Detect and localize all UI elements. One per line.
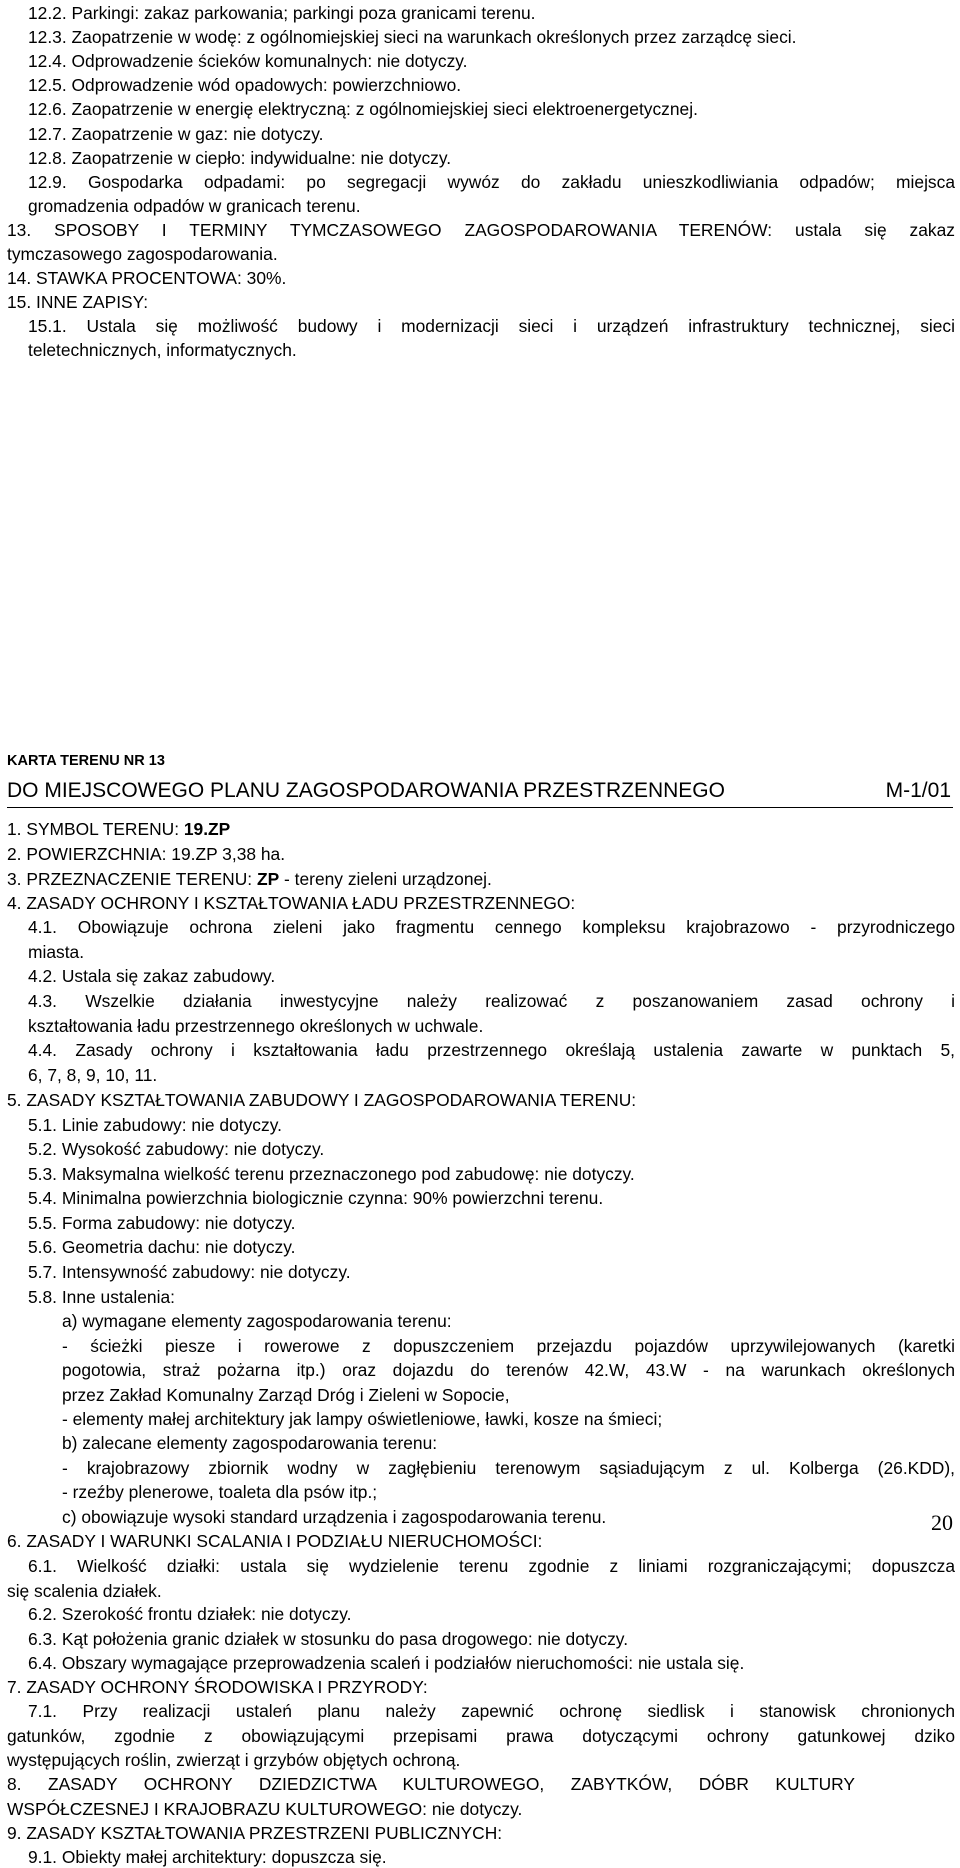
top-line: [28, 147, 451, 169]
card-line: [62, 1384, 510, 1406]
symbol-code: ZP: [256, 869, 280, 889]
clause-text: Obiekty małej architektury: dopuszcza się.: [57, 1847, 387, 1867]
card-line: [7, 1822, 502, 1844]
card-line: [28, 1114, 282, 1136]
clause-text: SYMBOL TERENU:: [21, 819, 184, 839]
top-line: [28, 123, 324, 145]
card-line: [28, 1555, 955, 1577]
clause-text: występujących roślin, zwierząt i grzybów objętych ochroną.: [7, 1750, 461, 1770]
clause-number: 4.3.: [28, 991, 58, 1011]
clause-number: 5.1.: [28, 1115, 58, 1135]
clause-text: STAWKA PROCENTOWA: 30%.: [31, 268, 287, 289]
clause-number: 1.: [7, 819, 22, 839]
card-line: [28, 1846, 387, 1868]
clause-text: Zaopatrzenie w ciepło: indywidualne: nie dotyczy.: [66, 147, 452, 168]
clause-number: 12.6.: [28, 99, 67, 120]
plan-code: M-1/01: [885, 779, 951, 802]
clause-text: ZASADY OCHRONY ŚRODOWISKA I PRZYRODY:: [21, 1677, 428, 1697]
clause-text: teletechnicznych, informatycznych.: [28, 340, 297, 361]
top-line: [28, 2, 536, 24]
card-line: [7, 1089, 636, 1111]
top-line: [7, 219, 955, 241]
clause-number: 8.: [7, 1774, 22, 1794]
clause-text: Wysokość zabudowy: nie dotyczy.: [57, 1139, 325, 1159]
clause-number: 5.4.: [28, 1188, 58, 1208]
clause-number: 4.2.: [28, 966, 58, 986]
card-line: [7, 1725, 955, 1747]
clause-text: Linie zabudowy: nie dotyczy.: [57, 1115, 282, 1135]
clause-text: ZASADY OCHRONY I KSZTAŁTOWANIA ŁADU PRZESTRZENNEGO:: [21, 893, 576, 913]
clause-number: 5.8.: [28, 1287, 58, 1307]
clause-number: 5.6.: [28, 1237, 58, 1257]
card-line: [28, 1138, 324, 1160]
clause-text: się scalenia działek.: [7, 1581, 162, 1601]
card-line: [62, 1359, 955, 1381]
clause-number: 4.: [7, 893, 22, 913]
clause-text: Odprowadzenie ścieków komunalnych: nie dotyczy.: [66, 51, 468, 72]
clause-text: przez Zakład Komunalny Zarząd Dróg i Zieleni w Sopocie,: [62, 1385, 510, 1405]
card-line: [28, 916, 955, 938]
card-line: [7, 892, 575, 914]
clause-number: 5.5.: [28, 1213, 58, 1233]
clause-number: 13.: [7, 219, 32, 240]
top-line: [28, 98, 698, 120]
card-line: [62, 1335, 955, 1357]
top-line: [7, 243, 278, 265]
card-line: [28, 1064, 157, 1086]
clause-number: 5.7.: [28, 1262, 58, 1282]
clause-number: 6.4.: [28, 1653, 58, 1673]
clause-text: Maksymalna wielkość terenu przeznaczonego pod zabudowę: nie dotyczy.: [57, 1164, 635, 1184]
clause-text: - elementy małej architektury jak lampy oświetleniowe, ławki, kosze na śmieci;: [62, 1409, 663, 1429]
clause-number: 5.3.: [28, 1164, 58, 1184]
card-line: [62, 1457, 955, 1479]
clause-text: Obszary wymagające przeprowadzenia scaleń i podziałów nieruchomości: nie ustala się.: [57, 1653, 745, 1673]
card-line: [28, 990, 955, 1012]
clause-number: 6.2.: [28, 1604, 58, 1624]
clause-number: 2.: [7, 844, 22, 864]
clause-number: 5.: [7, 1090, 22, 1110]
plan-title: DO MIEJSCOWEGO PLANU ZAGOSPODAROWANIA PRZESTRZENNEGO: [7, 779, 725, 802]
clause-text: Zasady ochrony i kształtowania ładu przestrzennego określają ustalenia zawarte w punktach 5,: [57, 1040, 955, 1060]
card-line: [7, 1798, 522, 1820]
clause-text: b) zalecane elementy zagospodarowania terenu:: [62, 1433, 438, 1453]
clause-text: Ustala się możliwość budowy i modernizacji sieci i urządzeń infrastruktury technicznej, sieci: [66, 316, 955, 337]
clause-text: ZASADY OCHRONY DZIEDZICTWA KULTUROWEGO, ZABYTKÓW, DÓBR KULTURY: [21, 1774, 855, 1794]
clause-number: 9.: [7, 1823, 22, 1843]
card-line: [62, 1310, 452, 1332]
top-line: [28, 26, 796, 48]
clause-text: pogotowia, straż pożarna itp.) oraz dojazdu do terenów 42.W, 43.W - na warunkach określonych: [62, 1360, 955, 1380]
clause-text: ZASADY I WARUNKI SCALANIA I PODZIAŁU NIERUCHOMOŚCI:: [21, 1531, 543, 1551]
page-number: 20: [931, 1510, 953, 1535]
clause-number: 6.3.: [28, 1629, 58, 1649]
top-line: [28, 74, 461, 96]
card-line: [28, 1603, 352, 1625]
card-label: KARTA TERENU NR 13: [7, 753, 165, 769]
card-line: [28, 1286, 175, 1308]
card-line: [7, 1676, 428, 1698]
clause-number: 7.: [7, 1677, 22, 1697]
clause-number: 14.: [7, 268, 32, 289]
clause-text: - ścieżki piesze i rowerowe z dopuszczeniem przejazdu pojazdów uprzywilejowanych (karetki: [62, 1336, 955, 1356]
plan-title-row: [7, 777, 953, 808]
clause-text: Inne ustalenia:: [57, 1287, 175, 1307]
clause-number: 12.3.: [28, 27, 67, 48]
clause-text: tymczasowego zagospodarowania.: [7, 244, 278, 264]
clause-text: Przy realizacji ustaleń planu należy zapewnić ochronę siedlisk i stanowisk chronionych: [57, 1701, 955, 1721]
clause-number: 6.1.: [28, 1556, 58, 1576]
card-line: [62, 1506, 606, 1528]
card-line: [62, 1481, 377, 1503]
card-line: [28, 1700, 955, 1722]
clause-number: 3.: [7, 869, 22, 889]
clause-number: 12.9.: [28, 171, 67, 192]
clause-text: a) wymagane elementy zagospodarowania terenu:: [62, 1311, 452, 1331]
clause-text: 6, 7, 8, 9, 10, 11.: [28, 1065, 158, 1085]
clause-number: 12.2.: [28, 3, 67, 23]
top-line: [28, 315, 955, 337]
clause-text: Obowiązuje ochrona zieleni jako fragmentu cennego kompleksu krajobrazowo - przyrodniczego: [57, 917, 955, 937]
card-line: [62, 1408, 662, 1430]
top-line: [28, 171, 955, 193]
clause-number: 12.8.: [28, 147, 67, 168]
card-line: [62, 1432, 437, 1454]
card-line: [28, 1163, 635, 1185]
clause-text: - rzeźby plenerowe, toaleta dla psów itp.;: [62, 1482, 378, 1502]
card-line: [28, 1212, 295, 1234]
clause-text-cont: - tereny zieleni urządzonej.: [279, 869, 492, 889]
clause-text: ZASADY KSZTAŁTOWANIA ZABUDOWY I ZAGOSPODAROWANIA TERENU:: [21, 1090, 637, 1110]
clause-text: ZASADY KSZTAŁTOWANIA PRZESTRZENI PUBLICZNYCH:: [21, 1823, 503, 1843]
top-line: [7, 291, 148, 313]
clause-number: 5.2.: [28, 1139, 58, 1159]
clause-text: Parkingi: zakaz parkowania; parkingi poza granicami terenu.: [66, 3, 536, 23]
clause-text: Geometria dachu: nie dotyczy.: [57, 1237, 296, 1257]
top-line: [28, 50, 468, 72]
clause-number: 12.7.: [28, 123, 67, 144]
clause-number: 12.4.: [28, 51, 67, 72]
card-line: [28, 1187, 603, 1209]
clause-number: 12.5.: [28, 75, 67, 96]
card-line: [7, 1530, 542, 1552]
clause-text: Szerokość frontu działek: nie dotyczy.: [57, 1604, 352, 1624]
clause-text: miasta.: [28, 942, 85, 962]
clause-text: Gospodarka odpadami: po segregacji wywóz do zakładu unieszkodliwiania odpadów; miejsca: [66, 171, 955, 192]
symbol-code: 19.ZP: [183, 819, 231, 839]
clause-text: Minimalna powierzchnia biologicznie czynna: 90% powierzchni terenu.: [57, 1188, 604, 1208]
clause-text: WSPÓŁCZESNEJ I KRAJOBRAZU KULTUROWEGO: nie dotyczy.: [7, 1799, 523, 1819]
clause-text: Intensywność zabudowy: nie dotyczy.: [57, 1262, 351, 1282]
card-line: [28, 941, 84, 963]
card-line: [7, 1580, 162, 1602]
card-line: [28, 1261, 351, 1283]
clause-text: Zaopatrzenie w gaz: nie dotyczy.: [66, 123, 324, 144]
clause-text: Zaopatrzenie w wodę: z ogólnomiejskiej sieci na warunkach określonych przez zarządcę sieci.: [66, 27, 797, 48]
card-line: [28, 965, 275, 987]
clause-text: PRZEZNACZENIE TERENU:: [21, 869, 257, 889]
card-line: [7, 1773, 855, 1795]
top-line: [7, 267, 286, 289]
card-line: [28, 1628, 628, 1650]
clause-text: Ustala się zakaz zabudowy.: [57, 966, 276, 986]
top-line: [28, 339, 297, 361]
clause-text: gromadzenia odpadów w granicach terenu.: [28, 195, 361, 216]
card-line: [28, 1652, 744, 1674]
card-line: [7, 1749, 460, 1771]
clause-text: Kąt położenia granic działek w stosunku do pasa drogowego: nie dotyczy.: [57, 1629, 629, 1649]
clause-text: Odprowadzenie wód opadowych: powierzchniowo.: [66, 75, 462, 96]
clause-number: 15.1.: [28, 316, 67, 337]
clause-number: 4.1.: [28, 917, 58, 937]
clause-text: gatunków, zgodnie z obowiązującymi przepisami prawa dotyczącymi ochrony gatunkowej dziko: [7, 1726, 955, 1746]
clause-text: SPOSOBY I TERMINY TYMCZASOWEGO ZAGOSPODAROWANIA TERENÓW: ustala się zakaz: [31, 219, 955, 240]
clause-text: Zaopatrzenie w energię elektryczną: z ogólnomiejskiej sieci elektroenergetycznej.: [66, 99, 698, 120]
card-line: [7, 843, 285, 865]
clause-number: 15.: [7, 292, 32, 313]
card-line: [28, 1039, 955, 1061]
clause-text: INNE ZAPISY:: [31, 292, 149, 313]
clause-text: Wielkość działki: ustala się wydzielenie terenu zgodnie z liniami rozgraniczającymi; dopuszcza: [57, 1556, 955, 1576]
clause-text: Forma zabudowy: nie dotyczy.: [57, 1213, 296, 1233]
card-line: [7, 868, 492, 890]
card-line: [28, 1236, 295, 1258]
card-line: [28, 1015, 483, 1037]
clause-text: - krajobrazowy zbiornik wodny w zagłębieniu terenowym sąsiadującym z ul. Kolberga (26.KDD),: [62, 1458, 955, 1478]
top-line: [28, 195, 361, 217]
card-line: [7, 818, 230, 840]
clause-number: 6.: [7, 1531, 22, 1551]
clause-text: POWIERZCHNIA: 19.ZP 3,38 ha.: [21, 844, 286, 864]
clause-text: c) obowiązuje wysoki standard urządzenia i zagospodarowania terenu.: [62, 1507, 607, 1527]
clause-number: 9.1.: [28, 1847, 58, 1867]
clause-text: kształtowania ładu przestrzennego określonych w uchwale.: [28, 1016, 484, 1036]
clause-number: 7.1.: [28, 1701, 58, 1721]
clause-number: 4.4.: [28, 1040, 58, 1060]
clause-text: Wszelkie działania inwestycyjne należy realizować z poszanowaniem zasad ochrony i: [57, 991, 955, 1011]
